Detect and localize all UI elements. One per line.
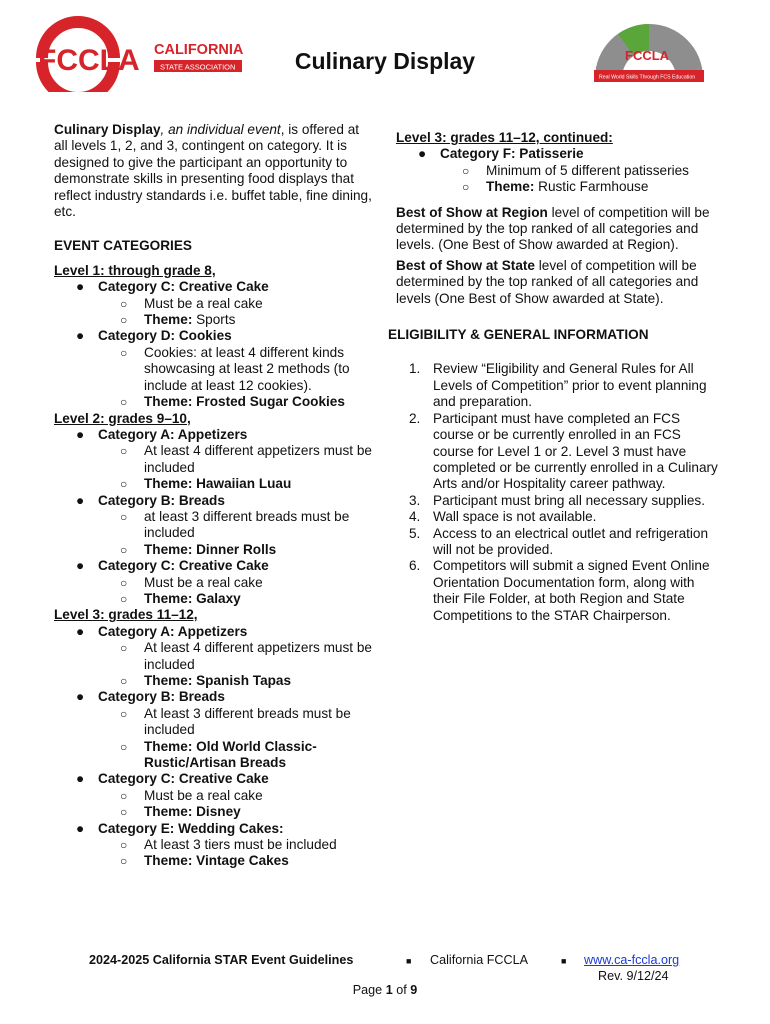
- footer-bullet: ■: [561, 956, 567, 966]
- eligibility-item: [396, 509, 721, 525]
- fccla-badge-logo: [590, 12, 708, 82]
- list-item: ○ Theme: Disney: [120, 804, 241, 820]
- level1-heading: Level 1: through grade 8,: [54, 262, 216, 278]
- list-item: ○ Theme: Vintage Cakes: [120, 853, 289, 869]
- page-number: Page 1 of 9: [352, 983, 418, 997]
- level3-cont-heading: Level 3: grades 11–12, continued:: [396, 130, 613, 145]
- footer-url-link[interactable]: www.ca-fccla.org: [584, 953, 680, 967]
- list-item: ○ Theme: Hawaiian Luau: [120, 476, 292, 492]
- list-item: ○ Theme: Sports: [120, 312, 236, 328]
- eligibility-number: 6.: [409, 558, 421, 574]
- list-item: ● Category C: Creative Cake ○ Must be a real cake ○ Theme: Sports: [54, 279, 374, 328]
- list-item: ○ Theme: Old World Classic-Rustic/Artisan Breads: [120, 738, 317, 771]
- eligibility-heading: ELIGIBILITY & GENERAL INFORMATION: [388, 327, 649, 343]
- eligibility-item: [396, 361, 721, 410]
- list-item: ● Category B: Breads ○ at least 3 different breads must be included ○ Theme: Dinner Rolls: [54, 493, 374, 559]
- list-item: ○ At least 3 tiers must be included: [120, 837, 337, 853]
- list-item: ○ Must be a real cake: [120, 787, 263, 803]
- level2-heading: Level 2: grades 9–10,: [54, 410, 191, 426]
- list-item: ○ Theme: Rustic Farmhouse: [462, 179, 649, 195]
- eligibility-number: 3.: [409, 492, 421, 508]
- footer-revision: Rev. 9/12/24: [598, 969, 669, 983]
- eligibility-item: [396, 526, 721, 559]
- eligibility-number: 1.: [409, 361, 421, 377]
- left-column: [54, 122, 374, 870]
- badge-wordmark: FCCLA: [625, 48, 670, 63]
- list-item: ○ Must be a real cake: [120, 574, 263, 590]
- list-item: ○ Theme: Galaxy: [120, 590, 241, 606]
- eligibility-item: [396, 558, 721, 624]
- list-item: ● Category A: Appetizers ○ At least 4 different appetizers must be included ○ Theme: Spanish Tapas: [54, 624, 374, 690]
- eligibility-number: 2.: [409, 410, 421, 426]
- level3-categories: [54, 624, 374, 870]
- eligibility-text: Participant must have completed an FCS course or be currently enrolled in an FCS course for Level 1 or 2. Level 3 must have completed or be currently enrolled in a Culinary Arts and/or Hospitality career pathway.: [433, 410, 718, 492]
- list-item: ● Category F: Patisserie ○ Minimum of 5 different patisseries ○ Theme: Rustic Farmhouse: [396, 146, 721, 195]
- eligibility-number: 5.: [409, 525, 421, 541]
- list-item: ○ Theme: Spanish Tapas: [120, 673, 292, 688]
- list-item: ● Category A: Appetizers ○ At least 4 different appetizers must be included ○ Theme: Hawaiian Luau: [54, 427, 374, 493]
- list-item: ● Category B: Breads ○ At least 3 different breads must be included ○ Theme: Old World Classic-Rustic/Artisan Breads: [54, 689, 374, 771]
- eligibility-text: Review “Eligibility and General Rules for All Levels of Competition” prior to event planning and preparation.: [433, 361, 707, 410]
- list-item: ● Category C: Creative Cake ○ Must be a real cake ○ Theme: Disney: [54, 771, 374, 820]
- event-categories-heading: EVENT CATEGORIES: [54, 238, 192, 254]
- page-title: Culinary Display: [294, 48, 476, 74]
- eligibility-text: Participant must bring all necessary supplies.: [433, 492, 706, 508]
- right-column: [388, 130, 721, 624]
- eligibility-number: 4.: [409, 509, 421, 525]
- footer-bullet: ■: [406, 956, 412, 966]
- logo-state: CALIFORNIA: [154, 42, 244, 58]
- list-item: ○ Must be a real cake: [120, 295, 263, 311]
- best-of-show-region: Best of Show at Region level of competition will be determined by the top ranked of all categories and levels. (One Best of Show awarded at Region).: [396, 204, 710, 253]
- intro-paragraph: Culinary Display, an individual event, is offered at all levels 1, 2, and 3, contingent on category. It is designed to give the participant an opportunity to demonstrate skills in presenting food displays that reflect industry standards i.e. buffet table, fine dining, etc.: [54, 122, 372, 220]
- list-item: ○ at least 3 different breads must be included: [120, 508, 350, 541]
- list-item: ○ Cookies: at least 4 different kinds showcasing at least 2 methods (to include at least 12 cookies).: [120, 344, 350, 393]
- badge-tagline: Real World Skills Through FCS Education: [599, 74, 696, 81]
- eligibility-text: Access to an electrical outlet and refrigeration will not be provided.: [433, 525, 709, 557]
- best-of-show-state: Best of Show at State level of competition will be determined by the top ranked of all categories and levels (One Best of Show awarded at State).: [396, 257, 699, 306]
- list-item: ● Category D: Cookies ○ Cookies: at least 4 different kinds showcasing at least 2 methods (to include at least 12 cookies). ○ Theme: Frosted Sugar Cookies: [54, 328, 374, 410]
- level2-categories: [54, 427, 374, 607]
- list-item: ○ At least 4 different appetizers must be included: [120, 640, 372, 672]
- eligibility-item: [396, 493, 721, 509]
- eligibility-text: Competitors will submit a signed Event Online Orientation Documentation form, along with their File Folder, at both Region and State Competitions to the STAR Chairperson.: [433, 558, 710, 623]
- eligibility-item: [396, 411, 721, 493]
- list-item: ● Category E: Wedding Cakes: ○ At least 3 tiers must be included ○ Theme: Vintage Cakes: [54, 821, 374, 870]
- list-item: ● Category C: Creative Cake ○ Must be a real cake ○ Theme: Galaxy: [54, 558, 374, 607]
- list-item: ○ Minimum of 5 different patisseries: [462, 162, 689, 178]
- footer-guidelines: 2024-2025 California STAR Event Guidelines: [89, 953, 354, 967]
- level1-categories: [54, 279, 374, 410]
- logo-wordmark: FCCLA: [38, 44, 140, 77]
- list-item: ○ At least 3 different breads must be included: [120, 705, 351, 738]
- level3-heading: Level 3: grades 11–12,: [54, 607, 198, 623]
- eligibility-text: Wall space is not available.: [433, 509, 597, 525]
- list-item: ○ At least 4 different appetizers must be included: [120, 443, 372, 475]
- list-item: ○ Theme: Frosted Sugar Cookies: [120, 394, 345, 410]
- logo-state-sub: STATE ASSOCIATION: [160, 62, 236, 72]
- eligibility-list: [396, 361, 721, 624]
- level3-cont-categories: [396, 146, 721, 195]
- footer-org: California FCCLA: [430, 953, 528, 967]
- list-item: ○ Theme: Dinner Rolls: [120, 541, 277, 557]
